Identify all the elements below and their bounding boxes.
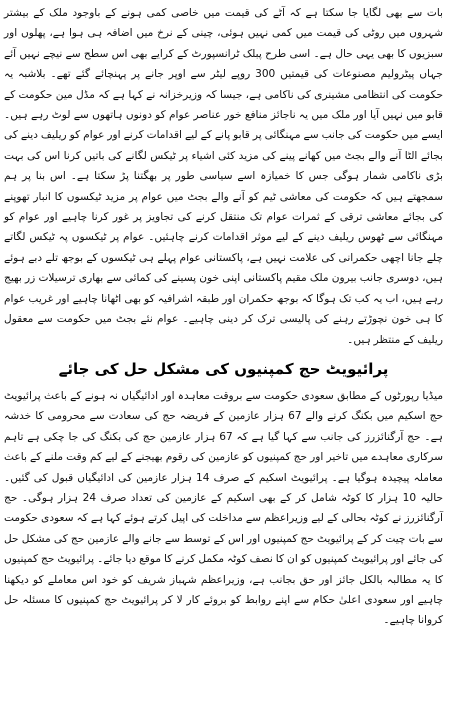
editorial-heading-hajj: پرائیویٹ حج کمپنیوں کی مشکل حل کی جائے xyxy=(58,359,389,378)
editorial-paragraph-inflation: بات سے بھی لگایا جا سکتا ہے کہ آٹے کی قیمت میں خاصی کمی ہونے کے باوجود ملک کے بیشتر شہروں میں روٹی کی قیمت میں کمی نہیں ہوئی، چینی کے نرخ میں اضافہ ہی ہوا ہے، پھلوں اور سبزیوں کا بھی یہی حال ہے۔ اسی طرح پبلک ٹرانسپورٹ کے کرایے بھی اس سطح سے نیچے نہیں آئے جہاں پیٹرولیم مصنوعات کی قیمتیں 300 روپے لیٹر سے اوپر جانے پر پہنچائے گئے تھے۔ بلاشبہ یہ حکومت کی انتظامی مشینری کی ناکامی ہے، جیسا کہ وزیرخزانہ نے کہا ہے کہ مڈل مین حکومت کے قابو میں نہیں آیا اور ملک میں یہ ناجائز منافع خور عناصر عوام کو دونوں ہاتھوں سے لوٹ رہے ہیں۔ ایسے میں حکومت کی جانب سے مہنگائی پر قابو پانے کے لیے اقدامات کرنے اور عوام کو ریلیف دینے کی بجائے الٹا آنے والے بجٹ میں کھانے پینے کی مزید کئی اشیاء پر ٹیکس لگانے کی باتیں کرنا اس کی بہت بڑی ناکامی شمار ہوگی جس کا خمیازہ اسے سیاسی طور پر بھگتنا پڑ سکتا ہے۔ اس بنا پر ہم سمجھتے ہیں کہ حکومت کی معاشی ٹیم کو آنے والے بجٹ میں عوام پر مزید ٹیکسوں کا انبار تھوپنے کی بجائے معاشی ترقی کے ثمرات عوام تک منتقل کرنے کی تجاویز پر غور کرنا چاہیے اور عوام کو مہنگائی سے ٹھوس ریلیف دینے کے لیے موثر اقدامات کرنے چاہئیں۔ عوام پر ٹیکسوں پہ ٹیکس لگاتے چلے جانا اچھی حکمرانی کی علامت نہیں ہے، پاکستانی عوام پہلے ہی ٹیکسوں کے بوجھ تلے دبے ہوئے ہیں، دوسری جانب بیرون ملک مقیم پاکستانی اپنی خون پسینے کی کمائی سے بھاری ترسیلات زر بھیج رہے ہیں، اب یہ کب تک ہوگا کہ بوجھ حکمران اور طبقہ اشرافیہ کو بھی اٹھانا چاہیے اور غریب عوام کا ہی خون نچوڑتے رہنے کی پالیسی ترک کر دینی چاہیے۔ عوام نئے بجٹ میں حکومت سے معقول ریلیف کے منتظر ہیں۔ xyxy=(4,7,443,346)
editorial-paragraph-hajj: میڈیا رپورٹوں کے مطابق سعودی حکومت سے بروقت معاہدہ اور ادائیگیاں نہ ہونے کے باعث پرائیویٹ حج اسکیم میں بکنگ کرنے والے 67 ہزار عازمین کے فریضہ حج کی سعادت سے محرومی کا خدشہ ہے۔ حج آرگنائزرز کی جانب سے کہا گیا ہے کہ 67 ہزار عازمین حج کی بکنگ کی جا چکی ہے تاہم سرکاری معاہدے میں تاخیر اور حج کمپنیوں کو عازمین کی رقوم بھیجنے کے لیے کم وقت ملنے کے باعث معاملہ پیچیدہ ہوگیا ہے۔ پرائیویٹ اسکیم کے صرف 14 ہزار عازمین کی ادائیگیاں قبول کی گئیں۔ حالیہ 10 ہزار کا کوٹہ شامل کر کے بھی اسکیم کے عازمین کی تعداد صرف 24 ہزار ہوگی۔ حج آرگنائزرز نے کوٹہ بحالی کے لیے وزیراعظم سے مداخلت کی اپیل کرتے ہوئے کہا ہے کہ سعودی حکومت سے بات چیت کر کے پرائیویٹ حج کمپنیوں اور اس کے توسط سے جانے والے عازمین حج کی مشکل حل کی جائے اور پرائیویٹ کمپنیوں کو ان کا نصف کوٹہ مکمل کرنے کا موقع دیا جائے۔ پرائیویٹ حج کمپنیوں کا یہ مطالبہ بالکل جائز اور حق بجانب ہے، وزیراعظم شہباز شریف کو خود اس معاملے کو دیکھنا چاہیے اور سعودی اعلیٰ حکام سے اپنے روابط کو بروئے کار لا کر پرائیویٹ حج کمپنیوں کا مسئلہ حل کروانا چاہیے۔ xyxy=(4,389,444,627)
